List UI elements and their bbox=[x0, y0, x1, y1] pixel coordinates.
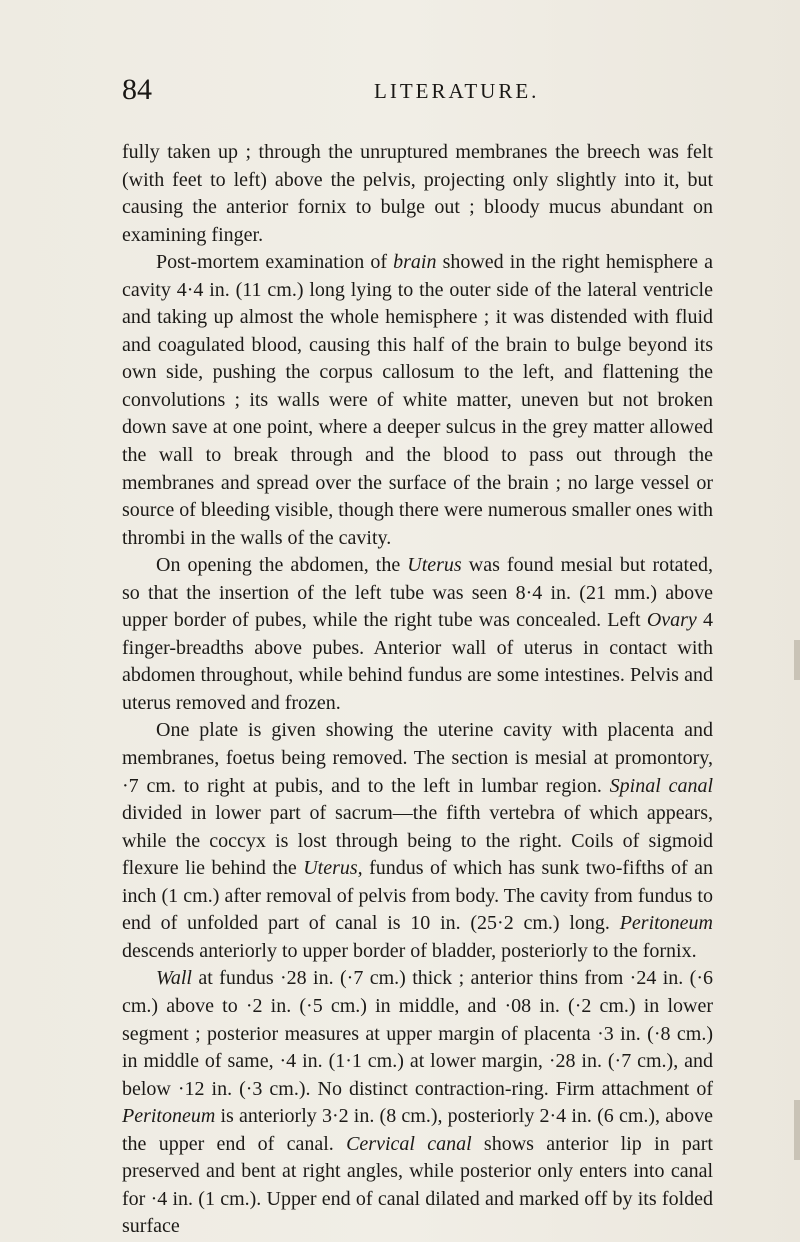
text-run: divided in lower part of sacrum—the fifth vertebra of which appears, while the coccyx is lost through being to the right. Coils of sigmoid flexure lie behind the bbox=[122, 802, 713, 880]
italic-term: Cervical canal bbox=[346, 1132, 472, 1155]
paragraph bbox=[122, 139, 713, 249]
italic-term: Wall bbox=[156, 967, 192, 990]
text-run: fundus of which has sunk two-fifths of an inch (1 cm.) after removal of pelvis from body. The cavity from fundus to end of unfolded part of canal is 10 in. (25·2 cm.) long. bbox=[122, 857, 713, 935]
text-run: 4 finger-breadths above pubes. Anterior wall of uterus in contact with abdomen throughout, while behind fundus are some intestines. Pelvis and uterus removed and frozen. bbox=[122, 609, 714, 714]
italic-term: Uterus bbox=[407, 554, 462, 577]
text-run: is anteriorly 3·2 in. (8 cm.), posteriorly 2·4 in. (6 cm.), above the upper end of canal. bbox=[122, 1105, 713, 1155]
text-run: On opening the abdomen, the bbox=[156, 554, 408, 577]
text-run: One plate is given showing the uterine cavity with placenta and membranes, foetus being removed. The section is mesial at promontory, ·7 cm. to right at pubis, and to the left in lumbar region. bbox=[122, 719, 713, 797]
italic-term: Uterus, bbox=[303, 857, 363, 880]
body-text bbox=[122, 139, 713, 1241]
text-run: shows anterior lip in part preserved and bent at right angles, while posterior only enters into canal for ·4 in. (1 cm.). Upper end of canal dilated and marked off by its folded surface bbox=[122, 1132, 713, 1238]
text-run: was found mesial but rotated, so that the insertion of the left tube was seen 8·4 in. (21 mm.) above upper border of pubes, while the right tube was concealed. Left bbox=[122, 554, 713, 632]
text-run: showed in the right hemisphere a cavity 4·4 in. (11 cm.) long lying to the outer side of the lateral ventricle and taking up almost the whole hemisphere ; it was distended with fluid and coagulated blood, causing this half of the brain to bulge beyond its own side, pushing the corpus callosum to the left, and flattening the convolutions ; its walls were of white matter, uneven but not broken down save at one point, where a deeper sulcus in the grey matter allowed the wall to break through and the blood to pass out through the membranes and spread over the surface of the brain ; no large vessel or source of bleeding visible, though there were numerous smaller ones with thrombi in the walls of the cavity. bbox=[122, 251, 713, 549]
paragraph bbox=[122, 552, 713, 717]
page-header bbox=[122, 70, 714, 110]
italic-term: Peritoneum bbox=[619, 912, 713, 935]
italic-term: Ovary bbox=[646, 609, 697, 632]
italic-term: brain bbox=[393, 251, 437, 274]
paragraph bbox=[122, 717, 713, 965]
italic-term: Peritoneum bbox=[122, 1105, 216, 1128]
italic-term: Spinal canal bbox=[609, 774, 714, 797]
text-run: at fundus ·28 in. (·7 cm.) thick ; anterior thins from ·24 in. (·6 cm.) above to ·2 in. (·5 cm.) in middle, and ·08 in. (·2 cm.) in lower segment ; posterior measures at upper margin of placenta ·3 in. (·8 cm.) in middle of same, ·4 in. (1·1 cm.) at lower margin, ·28 in. (·7 cm.), and below ·12 in. (·3 cm.). No distinct contraction-ring. Firm attachment of bbox=[122, 967, 713, 1100]
text-run: descends anteriorly to upper border of bladder, posteriorly to the fornix. bbox=[122, 939, 697, 962]
page-edge-mark bbox=[794, 1100, 800, 1160]
text-run: Post-mortem examination of bbox=[156, 251, 394, 274]
text-run: fully taken up ; through the unruptured membranes the breech was felt (with feet to left) above the pelvis, projecting only slightly into it, but causing the anterior fornix to bulge out ; bloody mucus abundant on examining finger. bbox=[122, 141, 713, 246]
page-number: 84 bbox=[122, 73, 152, 106]
paragraph bbox=[122, 249, 713, 552]
running-title: LITERATURE. bbox=[374, 79, 540, 103]
page-edge-mark bbox=[794, 640, 800, 680]
paragraph bbox=[122, 965, 713, 1240]
